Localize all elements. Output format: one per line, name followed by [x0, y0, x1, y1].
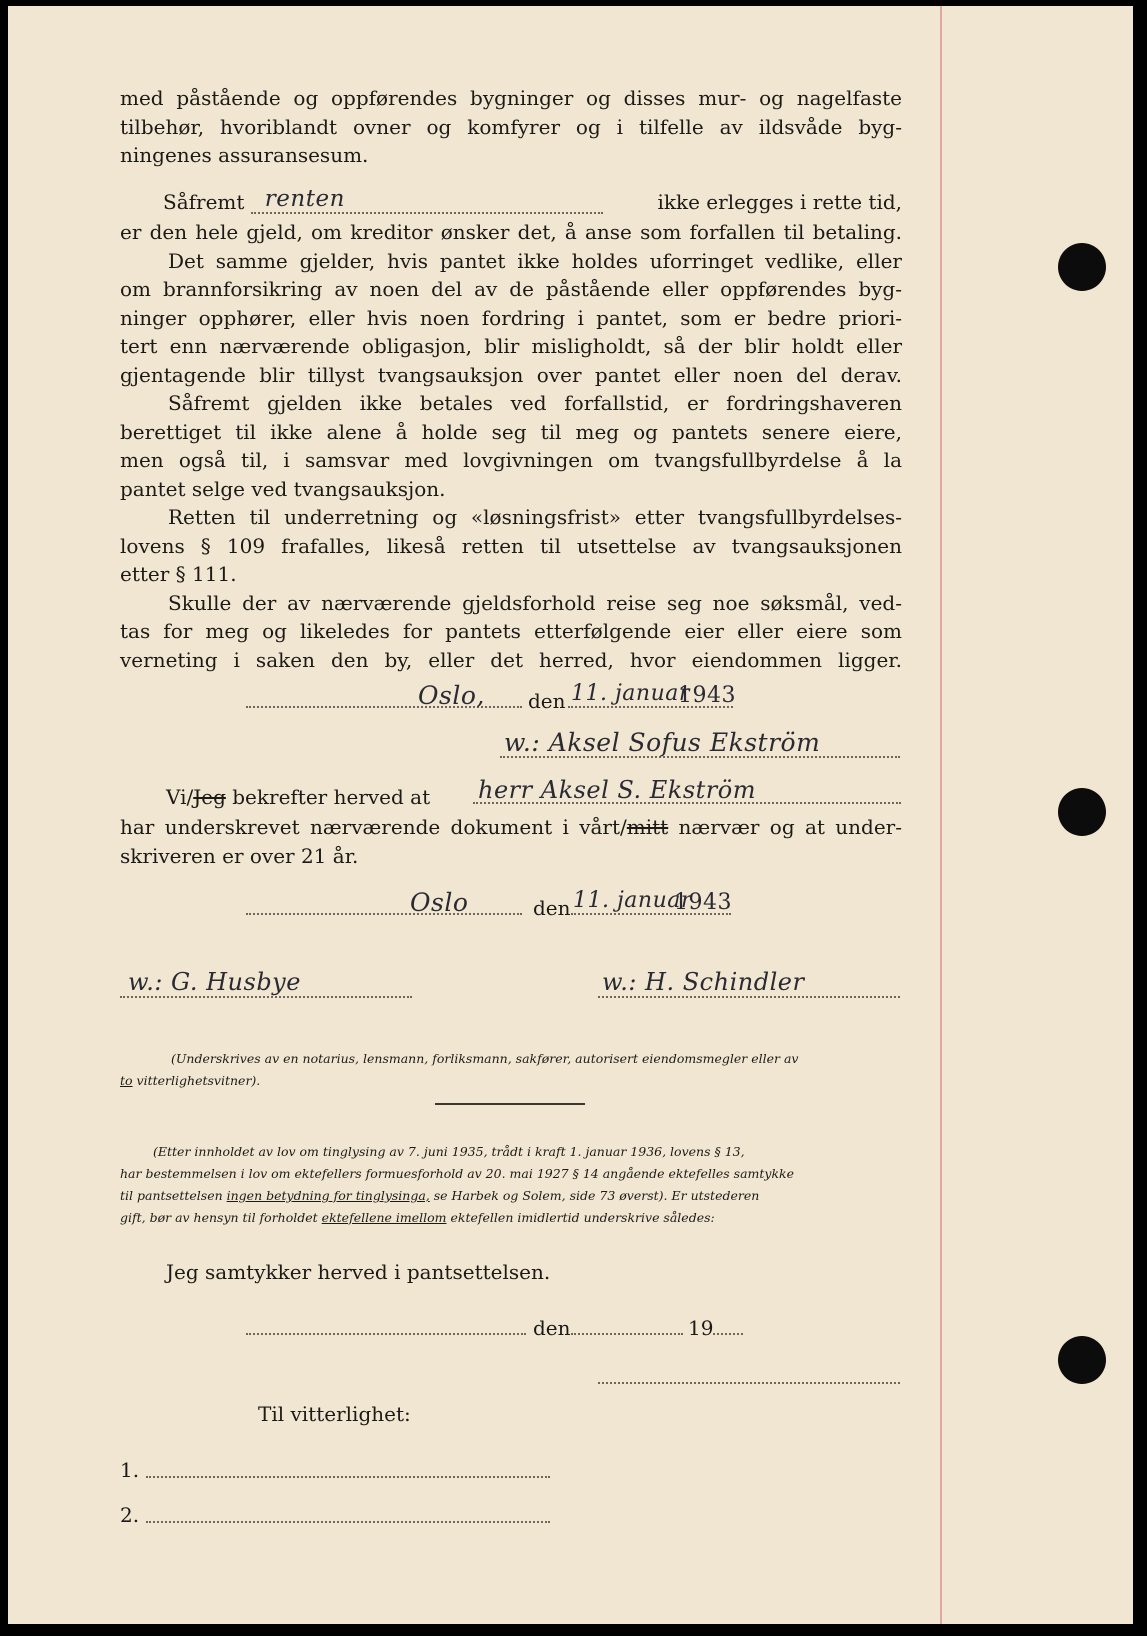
text-line: Såfremt gjelden ikke betales ved forfallstid, er fordringshaveren	[168, 391, 902, 415]
attestation-line3: skriveren er over 21 år.	[120, 844, 359, 868]
text-line: gjentagende blir tillyst tvangsauksjon over pantet eller noen del derav.	[120, 362, 902, 387]
legal-note-line: (Etter innholdet av lov om tinglysing av 7. juni 1935, trådt i kraft 1. januar 1936, lovens § 13,	[153, 1144, 745, 1159]
den-label: den	[533, 896, 571, 920]
consent-year-blank	[713, 1333, 743, 1335]
legal-note-line	[120, 1207, 715, 1228]
text-line: berettiget til ikke alene å holde seg til meg og pantets senere eiere,	[120, 419, 902, 444]
text-line: ninger opphører, eller hvis noen fordring i pantet, som er bedre priori-	[120, 305, 902, 330]
text-line: Skulle der av nærværende gjeldsforhold reise seg noe søksmål, ved-	[168, 590, 902, 615]
handwritten-witness1: w.: G. Husbye	[128, 968, 301, 996]
margin-line	[940, 6, 942, 1624]
note-text: vitterlighetsvitner).	[136, 1073, 261, 1088]
place-blank	[246, 913, 522, 915]
punch-hole	[1058, 788, 1106, 836]
handwritten-place: Oslo,	[418, 681, 485, 710]
note-text: ektefellen imidlertid underskrive således:	[450, 1210, 715, 1225]
mitt-struck: mitt	[626, 815, 669, 839]
witness1-line	[146, 1476, 550, 1478]
handwritten-date: 11. januar	[571, 681, 690, 706]
consent-statement: Jeg samtykker herved i pantsettelsen.	[166, 1260, 551, 1284]
text-line: pantet selge ved tvangsauksjon.	[120, 476, 446, 501]
legal-note-line	[120, 1185, 759, 1206]
consent-date-blank	[571, 1333, 683, 1335]
safremt-prefix: Såfremt	[163, 190, 245, 214]
year-prefix: 19	[688, 1316, 714, 1340]
punch-hole	[1058, 1336, 1106, 1384]
text-line: om brannforsikring av noen del av de påstående eller oppførendes byg-	[120, 277, 902, 301]
safremt-suffix: ikke erlegges i rette tid,	[657, 190, 902, 214]
note-text: se Harbek og Solem, side 73 øverst). Er utstederen	[433, 1188, 760, 1203]
handwritten-witnessed-name: herr Aksel S. Ekström	[478, 776, 756, 804]
note-text-underlined: ingen betydning for tinglysinga,	[226, 1188, 430, 1203]
handwritten-year: 1943	[678, 683, 736, 708]
note-text: gift, bør av hensyn til forholdet	[120, 1210, 318, 1225]
attestation-line2	[120, 815, 902, 839]
handwritten-renten: renten	[264, 186, 345, 212]
safremt-blank	[251, 186, 603, 214]
note-signing-line2	[120, 1070, 260, 1091]
text-line: Retten til underretning og «løsningsfrist» etter tvangsfullbyrdelses-	[168, 505, 902, 529]
witness2-line	[146, 1521, 550, 1523]
text-line: etter § 111.	[120, 562, 237, 586]
handwritten-year: 1943	[674, 890, 732, 915]
note-text-underlined: to	[120, 1073, 133, 1088]
note-text: til pantsettelsen	[120, 1188, 223, 1203]
note-signing	[171, 1048, 901, 1069]
text-line: ningenes assuransesum.	[120, 143, 369, 167]
legal-note-line: har bestemmelsen i lov om ektefellers formuesforhold av 20. mai 1927 § 14 angående ektefelles samtykke	[120, 1166, 795, 1181]
witness-number-2: 2.	[120, 1503, 140, 1527]
paragraph-conditions	[120, 218, 902, 674]
attestation-text: har underskrevet nærværende dokument i vårt/	[120, 815, 627, 839]
consent-place-blank	[246, 1333, 526, 1335]
text-line: tilbehør, hvoriblandt ovner og komfyrer og i tilfelle av ildsvåde byg-	[120, 114, 902, 139]
witness-number-1: 1.	[120, 1458, 140, 1482]
handwritten-date: 11. januar	[573, 888, 692, 913]
document-page	[8, 6, 1133, 1624]
text-line: tas for meg og likeledes for pantets etterfølgende eier eller eiere som	[120, 619, 902, 643]
divider	[435, 1103, 585, 1105]
bekrefter-label: bekrefter herved at	[232, 785, 431, 809]
vi-label: Vi/	[166, 785, 194, 809]
punch-hole	[1058, 243, 1106, 291]
text-line: med påstående og oppførendes bygninger og disses mur- og nagelfaste	[120, 86, 902, 110]
witness1-blank	[120, 996, 412, 998]
text-line: er den hele gjeld, om kreditor ønsker det, å anse som forfallen til betaling.	[120, 220, 902, 244]
attestation-text: nærvær og at under-	[678, 815, 902, 839]
attestation-line1	[166, 785, 430, 809]
handwritten-signature: w.: Aksel Sofus Ekström	[504, 728, 821, 757]
witness2-blank	[598, 996, 900, 998]
den-label: den	[533, 1316, 571, 1340]
witness-heading: Til vitterlighet:	[258, 1402, 411, 1426]
note-text: (Underskrives av en notarius, lensmann, forliksmann, sakfører, autorisert eiendomsmegler eller av	[171, 1051, 799, 1066]
handwritten-witness2: w.: H. Schindler	[602, 968, 805, 996]
handwritten-place: Oslo	[410, 888, 469, 917]
text-line: men også til, i samsvar med lovgivningen om tvangsfullbyrdelse å la	[120, 448, 902, 472]
paragraph-property	[120, 84, 902, 170]
text-line: tert enn nærværende obligasjon, blir misligholdt, så der blir holdt eller	[120, 334, 902, 358]
text-line: Det samme gjelder, hvis pantet ikke holdes uforringet vedlike, eller	[168, 248, 902, 273]
text-line: verneting i saken den by, eller det herred, hvor eiendommen ligger.	[120, 647, 902, 672]
safremt-line	[163, 186, 603, 214]
den-label: den	[528, 689, 566, 713]
jeg-struck: Jeg	[193, 785, 226, 809]
text-line: lovens § 109 frafalles, likeså retten til utsettelse av tvangsauksjonen	[120, 533, 902, 558]
consent-signature-blank	[598, 1382, 900, 1384]
note-text-underlined: ektefellene imellom	[321, 1210, 447, 1225]
